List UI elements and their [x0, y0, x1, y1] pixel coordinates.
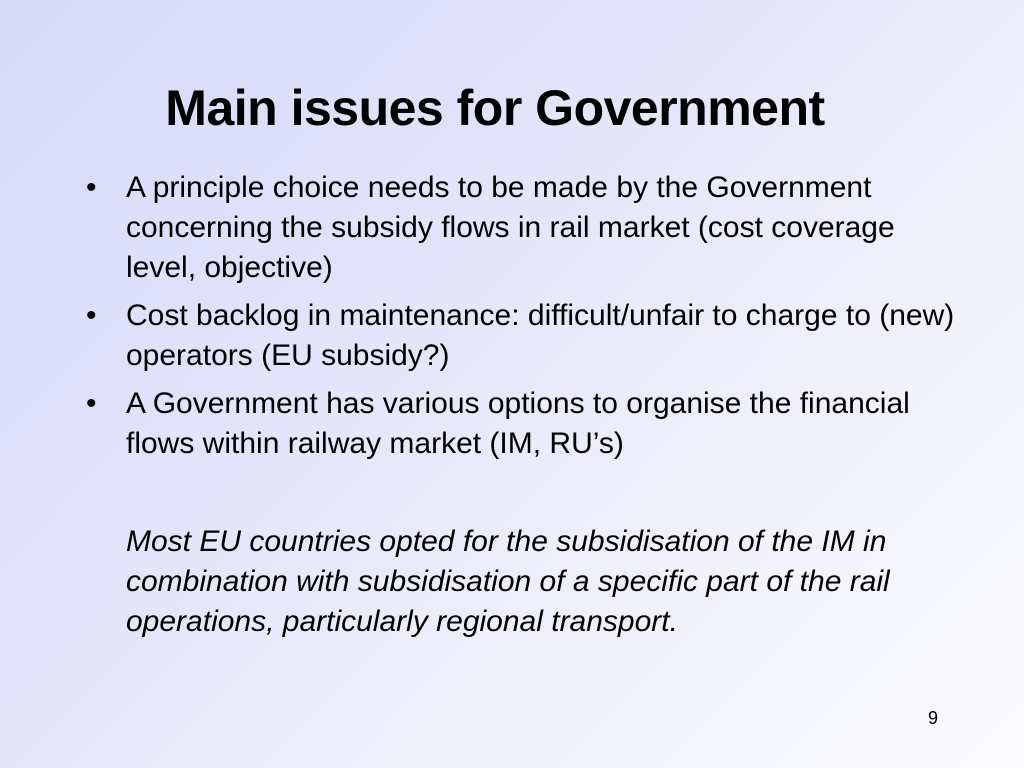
- bullet-icon: •: [86, 387, 97, 420]
- bullet-icon: •: [86, 171, 97, 204]
- bullet-text: A principle choice needs to be made by the Government concerning the subsidy flows in rail market (cost coverage level, objective): [126, 171, 895, 284]
- bullet-item: [80, 168, 970, 288]
- bullet-item: [80, 296, 970, 376]
- slide-title: Main issues for Government: [165, 80, 825, 136]
- page-number: 9: [927, 708, 938, 728]
- bullet-icon: •: [86, 299, 97, 332]
- bullet-item: [80, 384, 970, 464]
- bullet-text: Cost backlog in maintenance: difficult/unfair to charge to (new) operators (EU subsidy?): [126, 299, 955, 372]
- bullet-list: [80, 168, 970, 472]
- italic-note: Most EU countries opted for the subsidisation of the IM in combination with subsidisation of a specific part of the rail operations, particularly regional transport.: [126, 525, 890, 638]
- bullet-text: A Government has various options to organise the financial flows within railway market (IM, RU’s): [126, 387, 910, 460]
